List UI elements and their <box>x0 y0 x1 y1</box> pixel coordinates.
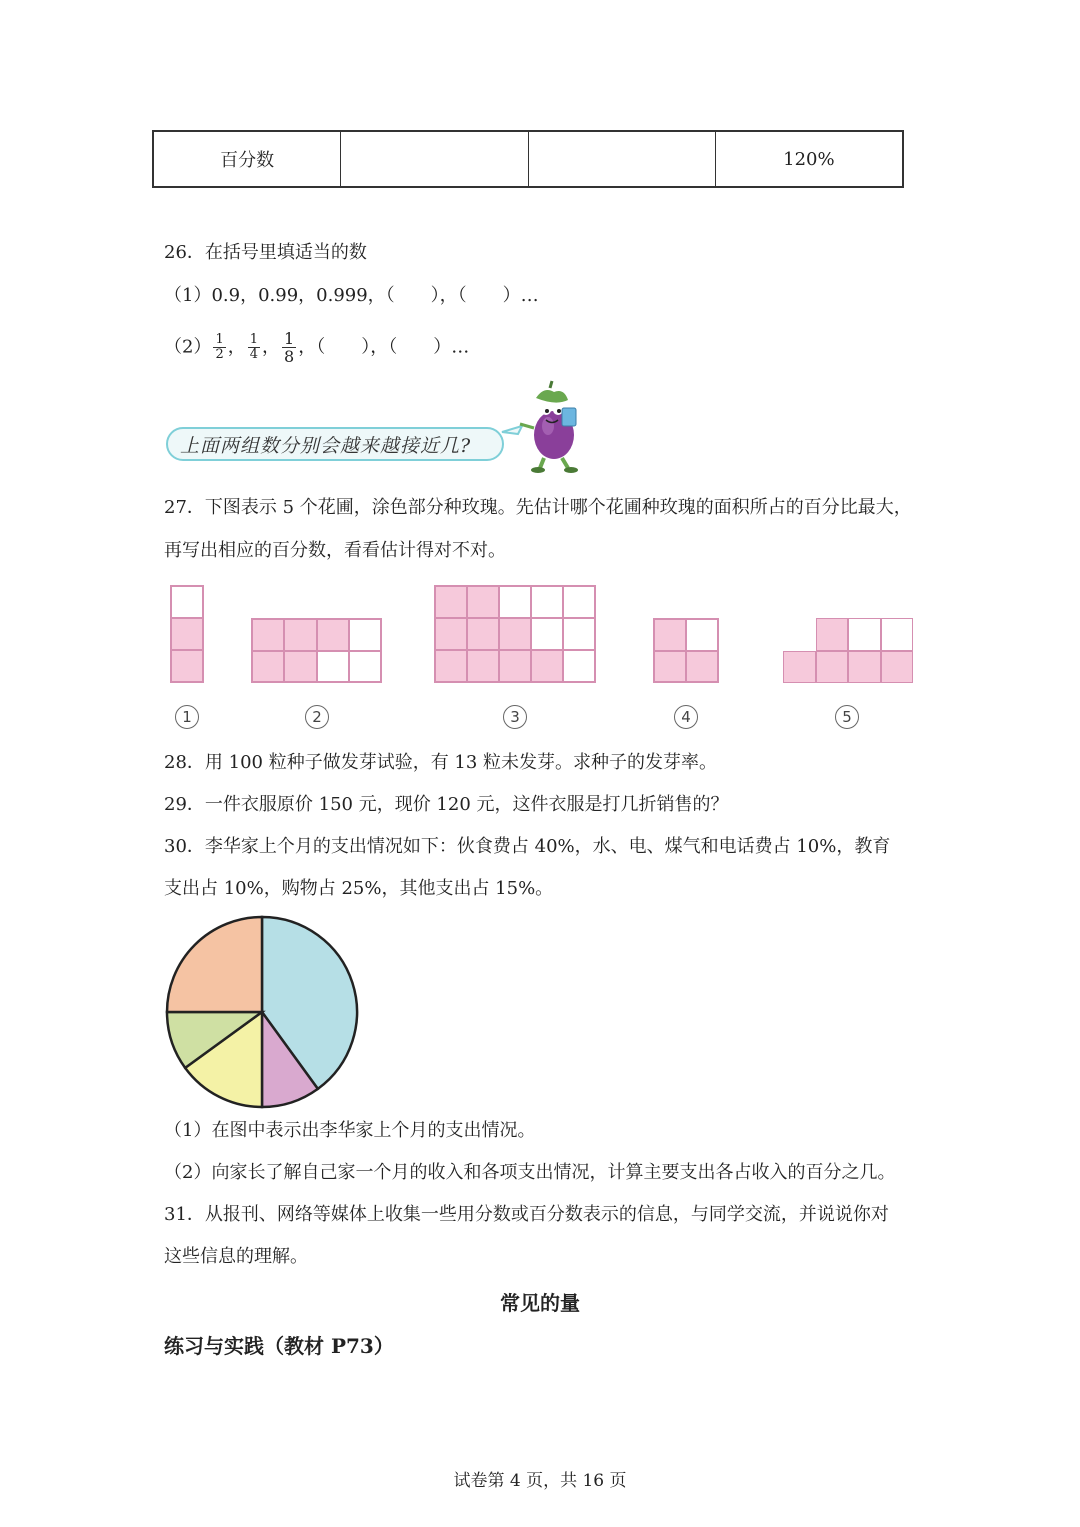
grid-cell <box>881 618 914 651</box>
grid-cell-filled <box>531 650 563 682</box>
foot-right <box>564 467 578 473</box>
percent-table-row <box>152 130 904 188</box>
comma: ， <box>298 336 317 358</box>
q30-line2: 支出占 10%，购物占 25%，其他支出占 15%。 <box>164 878 554 899</box>
garden-2-grid <box>251 618 382 683</box>
q31-line2: 这些信息的理解。 <box>164 1246 308 1267</box>
grid-cell-filled <box>499 618 531 650</box>
q28: 28．用 100 粒种子做发芽试验，有 13 粒未发芽。求种子的发芽率。 <box>164 752 718 773</box>
fraction-1-2 <box>213 333 225 362</box>
grid-cell-filled <box>435 586 467 618</box>
table-cell-1 <box>341 132 528 186</box>
grid-cell <box>531 586 563 618</box>
grid-cell-filled <box>499 650 531 682</box>
grid-cell <box>531 618 563 650</box>
grid-cell-filled <box>686 651 718 683</box>
garden-label-5: 5 <box>835 705 859 729</box>
grid-cell-filled <box>848 651 881 684</box>
fraction-numerator: 1 <box>284 329 295 348</box>
grid-cell-filled <box>654 651 686 683</box>
q26-line2-prefix: （2） <box>164 336 212 358</box>
grid-cell <box>171 586 203 618</box>
grid-cell <box>686 619 718 651</box>
grid-cell-filled <box>317 619 349 651</box>
grid-cell-filled <box>467 650 499 682</box>
eggplant-shine <box>542 417 554 435</box>
garden-label-2: 2 <box>305 705 329 729</box>
pupil-left <box>545 409 549 413</box>
hint-speech-bubble: 上面两组数分别会越来越接近几? <box>166 427 504 461</box>
grid-cell <box>317 651 349 683</box>
q30-line1: 30．李华家上个月的支出情况如下：伙食费占 40%，水、电、煤气和电话费占 10%，教育 <box>164 836 891 857</box>
q27-line1: 27．下图表示 5 个花圃，涂色部分种玫瑰。先估计哪个花圃种玫瑰的面积所占的百分比最大， <box>164 497 912 518</box>
grid-cell-filled <box>783 651 816 684</box>
fraction-denominator: 4 <box>249 347 259 362</box>
fraction-1-4 <box>248 333 260 362</box>
garden-label-4: 4 <box>674 705 698 729</box>
garden-4-grid <box>653 618 719 683</box>
grid-cell <box>563 650 595 682</box>
grid-cell-filled <box>816 618 849 651</box>
comma: ， <box>227 336 246 358</box>
comma: ， <box>262 336 281 358</box>
grid-cell-filled <box>171 618 203 650</box>
fraction-denominator: 2 <box>215 347 224 362</box>
q27-line2: 再写出相应的百分数，看看估计得对不对。 <box>164 540 506 561</box>
q26-stem: 26．在括号里填适当的数 <box>164 242 367 263</box>
expense-pie-chart <box>160 910 364 1114</box>
table-row-label: 百分数 <box>154 132 341 186</box>
grid-cell-filled <box>467 618 499 650</box>
section-subtitle: 练习与实践（教材 P73） <box>164 1334 394 1358</box>
grid-cell-filled <box>881 651 914 684</box>
fraction-denominator: 8 <box>284 347 295 366</box>
legs <box>540 458 568 468</box>
grid-cell-filled <box>252 651 284 683</box>
grid-cell-filled <box>252 619 284 651</box>
fraction-numerator: 1 <box>215 332 224 347</box>
page-footer: 试卷第 4 页，共 16 页 <box>453 1471 627 1491</box>
grid-cell <box>349 651 381 683</box>
grid-cell-filled <box>435 650 467 682</box>
q26-line2-suffix: （ ），（ ）… <box>316 336 470 358</box>
grid-cell-empty-space <box>783 618 816 651</box>
q31-line1: 31．从报刊、网络等媒体上收集一些用分数或百分数表示的信息，与同学交流，并说说你对 <box>164 1204 889 1225</box>
grid-cell-filled <box>284 651 316 683</box>
grid-cell <box>563 586 595 618</box>
eggplant-mascot-icon <box>496 380 596 476</box>
garden-5-grid <box>783 618 913 683</box>
fraction-1-8 <box>282 330 296 365</box>
garden-3-grid <box>434 585 596 683</box>
garden-label-3: 3 <box>503 705 527 729</box>
grid-cell-filled <box>467 586 499 618</box>
book <box>562 408 576 426</box>
eggplant-stem <box>550 381 552 388</box>
garden-label-1: 1 <box>175 705 199 729</box>
grid-cell <box>349 619 381 651</box>
q26-line1: （1）0.9，0.99，0.999，（ ），（ ）… <box>164 285 539 306</box>
q30-sub1: （1）在图中表示出李华家上个月的支出情况。 <box>164 1120 536 1141</box>
table-cell-2 <box>529 132 716 186</box>
table-cell-3: 120% <box>783 148 835 170</box>
grid-cell <box>848 618 881 651</box>
grid-cell-filled <box>816 651 849 684</box>
garden-1-grid <box>170 585 204 683</box>
pupil-right <box>557 409 561 413</box>
grid-cell <box>499 586 531 618</box>
grid-cell-filled <box>284 619 316 651</box>
grid-cell-filled <box>654 619 686 651</box>
eggplant-leaves <box>536 390 568 403</box>
section-title: 常见的量 <box>500 1291 580 1315</box>
q26-line2 <box>164 330 469 365</box>
grid-cell <box>563 618 595 650</box>
grid-cell-filled <box>171 650 203 682</box>
q30-sub2: （2）向家长了解自己家一个月的收入和各项支出情况，计算主要支出各占收入的百分之几。 <box>164 1162 896 1183</box>
foot-left <box>531 467 545 473</box>
bubble-tail <box>502 426 522 434</box>
q29: 29．一件衣服原价 150 元，现价 120 元，这件衣服是打几折销售的？ <box>164 794 729 815</box>
grid-cell-filled <box>435 618 467 650</box>
fraction-numerator: 1 <box>249 332 259 347</box>
pie-slice-5 <box>167 917 262 1012</box>
